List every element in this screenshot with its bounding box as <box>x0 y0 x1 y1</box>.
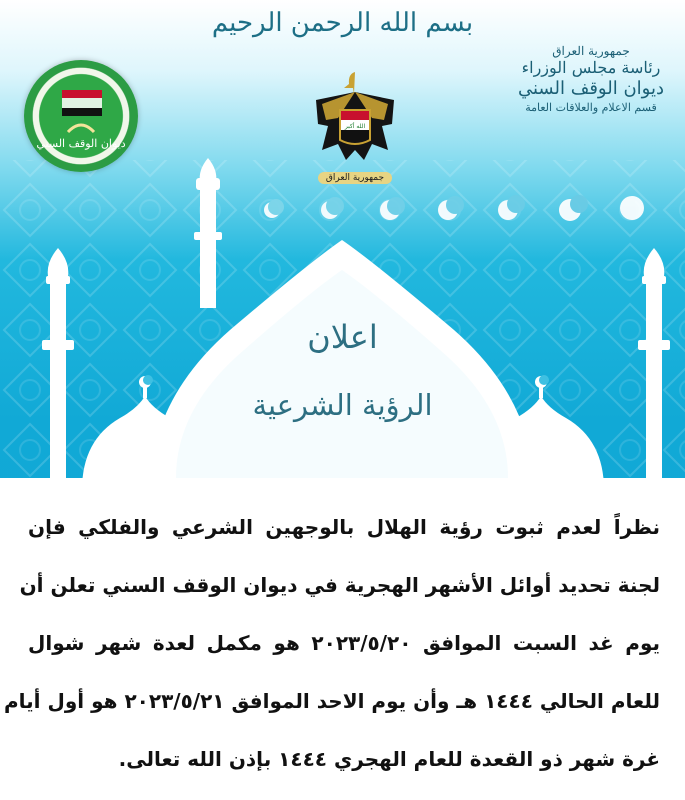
announcement-title: اعلان <box>307 318 378 356</box>
body-line-2: لجنة تحديد أوائل الأشهر الهجرية في ديوان الوقف السني تعلن أن <box>19 573 660 597</box>
emblem-motto: الله أكبر <box>344 123 366 130</box>
emblem-caption: جمهورية العراق <box>318 172 392 184</box>
full-moon-icon <box>620 196 644 220</box>
announcement-body <box>3 498 660 788</box>
body-line-4: للعام الحالي ١٤٤٤ هـ وأن يوم الاحد الموافق ٢٠٢٣/٥/٢١ هو أول أيام <box>3 689 660 713</box>
bismillah-calligraphy: بسم الله الرحمن الرحيم <box>211 8 474 38</box>
crescent-icon <box>498 195 525 220</box>
header-line-republic: جمهورية العراق <box>552 44 630 58</box>
body-line-1: نظراً لعدم ثبوت رؤية الهلال بالوجهين الشرعي والفلكي فإن <box>28 515 660 539</box>
crescent-icon <box>380 197 405 220</box>
header-line-endowment: ديوان الوقف السني <box>518 78 664 99</box>
body-line-3: يوم غد السبت الموافق ٢٠٢٣/٥/٢٠ هو مكمل لعدة شهر شوال <box>28 631 660 655</box>
waxing-crescent-icon <box>264 199 284 218</box>
announcement-subtitle: الرؤية الشرعية <box>252 388 433 422</box>
crescent-icon <box>559 195 588 221</box>
header-line-cabinet: رئاسة مجلس الوزراء <box>521 58 661 77</box>
crescent-icon <box>321 197 344 219</box>
logo-text: ديوان الوقف السني <box>36 137 126 150</box>
header-line-media-dept: قسم الاعلام والعلاقات العامة <box>525 101 657 114</box>
crescent-icon <box>438 196 464 220</box>
body-line-5: غرة شهر ذو القعدة للعام الهجري ١٤٤٤ بإذن الله تعالى. <box>118 747 660 771</box>
moon-phases-row <box>264 195 644 221</box>
